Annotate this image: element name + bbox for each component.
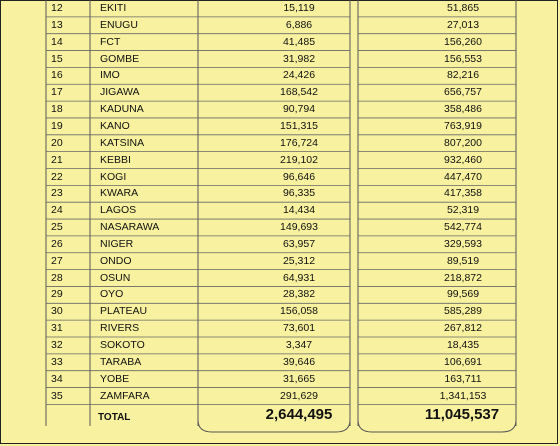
value-col-1: 28,382 (282, 288, 316, 301)
row-number: 26 (51, 237, 63, 250)
value-col-2: 807,200 (444, 136, 482, 149)
value-col-2: 417,358 (444, 187, 482, 200)
value-col-2: 763,919 (444, 119, 482, 132)
value-col-2: 329,593 (444, 237, 482, 250)
state-name: NIGER (100, 237, 134, 250)
row-number: 12 (51, 2, 63, 14)
row-number: 33 (51, 355, 63, 368)
state-name: KADUNA (100, 103, 144, 116)
row-number: 16 (51, 69, 63, 82)
table-row (46, 286, 518, 303)
value-col-2: 156,260 (444, 35, 482, 48)
value-col-1: 291,629 (280, 389, 318, 402)
row-number: 22 (51, 170, 63, 183)
value-col-2: 218,872 (444, 271, 482, 284)
value-col-2: 267,812 (444, 322, 482, 335)
table-row (46, 253, 518, 270)
value-col-1: 3,347 (285, 339, 313, 351)
value-col-2: 156,553 (444, 52, 482, 65)
row-number: 30 (51, 305, 63, 318)
state-name: OYO (100, 288, 124, 301)
value-col-1: 90,794 (282, 103, 316, 116)
table-row (46, 101, 518, 118)
value-col-1: 64,931 (282, 271, 316, 284)
state-name: ZAMFARA (100, 389, 150, 402)
value-col-1: 39,646 (282, 355, 316, 368)
row-number: 13 (51, 18, 63, 31)
row-number: 35 (51, 389, 63, 402)
row-number: 19 (51, 119, 63, 132)
value-col-2: 52,319 (446, 204, 480, 217)
value-col-1: 168,542 (280, 86, 318, 99)
value-col-1: 41,485 (282, 35, 316, 48)
value-col-1: 25,312 (282, 254, 316, 267)
state-name: YOBE (100, 372, 130, 385)
state-name: TARABA (100, 355, 142, 368)
table-row (46, 320, 518, 337)
table-row (46, 135, 518, 152)
table-row (46, 337, 518, 354)
value-col-2: 106,691 (444, 355, 482, 368)
table-row (46, 303, 518, 320)
table-row (46, 371, 518, 388)
row-number: 31 (51, 322, 63, 335)
state-name: EKITI (100, 2, 127, 14)
value-col-1: 15,119 (283, 2, 315, 14)
row-number: 24 (51, 204, 63, 217)
state-name: FCT (100, 35, 121, 48)
table-row (46, 202, 518, 219)
table-row (46, 67, 518, 84)
state-name: KEBBI (100, 153, 131, 166)
value-col-1: 219,102 (280, 153, 318, 166)
table-row (46, 84, 518, 101)
row-number: 18 (51, 103, 63, 116)
value-col-1: 149,693 (280, 221, 318, 234)
value-col-1: 63,957 (282, 237, 316, 250)
table-row (46, 118, 518, 135)
row-number: 28 (51, 271, 63, 284)
value-col-1: 6,886 (285, 18, 313, 31)
state-name: RIVERS (100, 322, 140, 335)
value-col-2: 27,013 (446, 18, 480, 31)
value-col-1: 96,335 (282, 187, 316, 200)
state-name: KWARA (100, 187, 139, 200)
total-value-2: 11,045,537 (424, 406, 500, 423)
value-col-2: 89,519 (446, 254, 480, 267)
state-name: OSUN (100, 271, 131, 284)
row-number: 14 (51, 35, 63, 48)
state-name: NASARAWA (100, 221, 160, 234)
value-col-1: 14,434 (282, 204, 316, 217)
state-name: GOMBE (100, 52, 140, 65)
value-col-1: 151,315 (280, 119, 318, 132)
total-label: TOTAL (98, 412, 131, 423)
value-col-2: 358,486 (444, 103, 482, 116)
total-value-1: 2,644,495 (265, 406, 333, 423)
value-col-1: 73,601 (282, 322, 316, 335)
value-col-2: 163,711 (444, 372, 482, 385)
table-row (46, 219, 518, 236)
state-name: JIGAWA (100, 86, 140, 99)
total-row (46, 404, 518, 428)
state-name: PLATEAU (100, 305, 148, 318)
value-col-1: 31,665 (282, 372, 316, 385)
table-row (46, 185, 518, 202)
table-row (46, 169, 518, 186)
value-col-1: 24,426 (282, 69, 316, 82)
row-number: 25 (51, 221, 63, 234)
table-row (46, 388, 518, 405)
state-name: ONDO (100, 254, 132, 267)
state-name: IMO (100, 69, 120, 82)
state-name: KANO (100, 119, 130, 132)
value-col-2: 51,865 (446, 2, 480, 14)
table-row (46, 152, 518, 169)
value-col-2: 447,470 (444, 170, 482, 183)
table-row (46, 51, 518, 68)
row-number: 23 (51, 187, 63, 200)
value-col-1: 156,058 (280, 305, 318, 318)
value-col-2: 18,435 (446, 339, 480, 351)
state-name: SOKOTO (100, 339, 145, 351)
row-number: 17 (51, 86, 63, 99)
value-col-2: 99,569 (446, 288, 480, 301)
state-name: KOGI (100, 170, 127, 183)
value-col-1: 96,646 (282, 170, 316, 183)
row-number: 15 (51, 52, 63, 65)
value-col-2: 82,216 (446, 69, 480, 82)
state-name: LAGOS (100, 204, 137, 217)
row-number: 32 (51, 339, 63, 351)
row-number: 27 (51, 254, 63, 267)
table-row (46, 270, 518, 287)
value-col-1: 31,982 (282, 52, 316, 65)
table-row (46, 17, 518, 34)
value-col-1: 176,724 (280, 136, 318, 149)
value-col-2: 1,341,153 (439, 389, 487, 402)
state-name: KATSINA (100, 136, 145, 149)
row-number: 34 (51, 372, 63, 385)
row-number: 20 (51, 136, 63, 149)
state-name: ENUGU (100, 18, 138, 31)
table-row (46, 354, 518, 371)
value-col-2: 932,460 (444, 153, 482, 166)
value-col-2: 585,289 (444, 305, 482, 318)
value-col-2: 656,757 (444, 86, 482, 99)
table-row (46, 236, 518, 253)
row-number: 21 (51, 153, 63, 166)
table-row (46, 0, 518, 17)
table-row (46, 34, 518, 51)
row-number: 29 (51, 288, 63, 301)
value-col-2: 542,774 (444, 221, 482, 234)
